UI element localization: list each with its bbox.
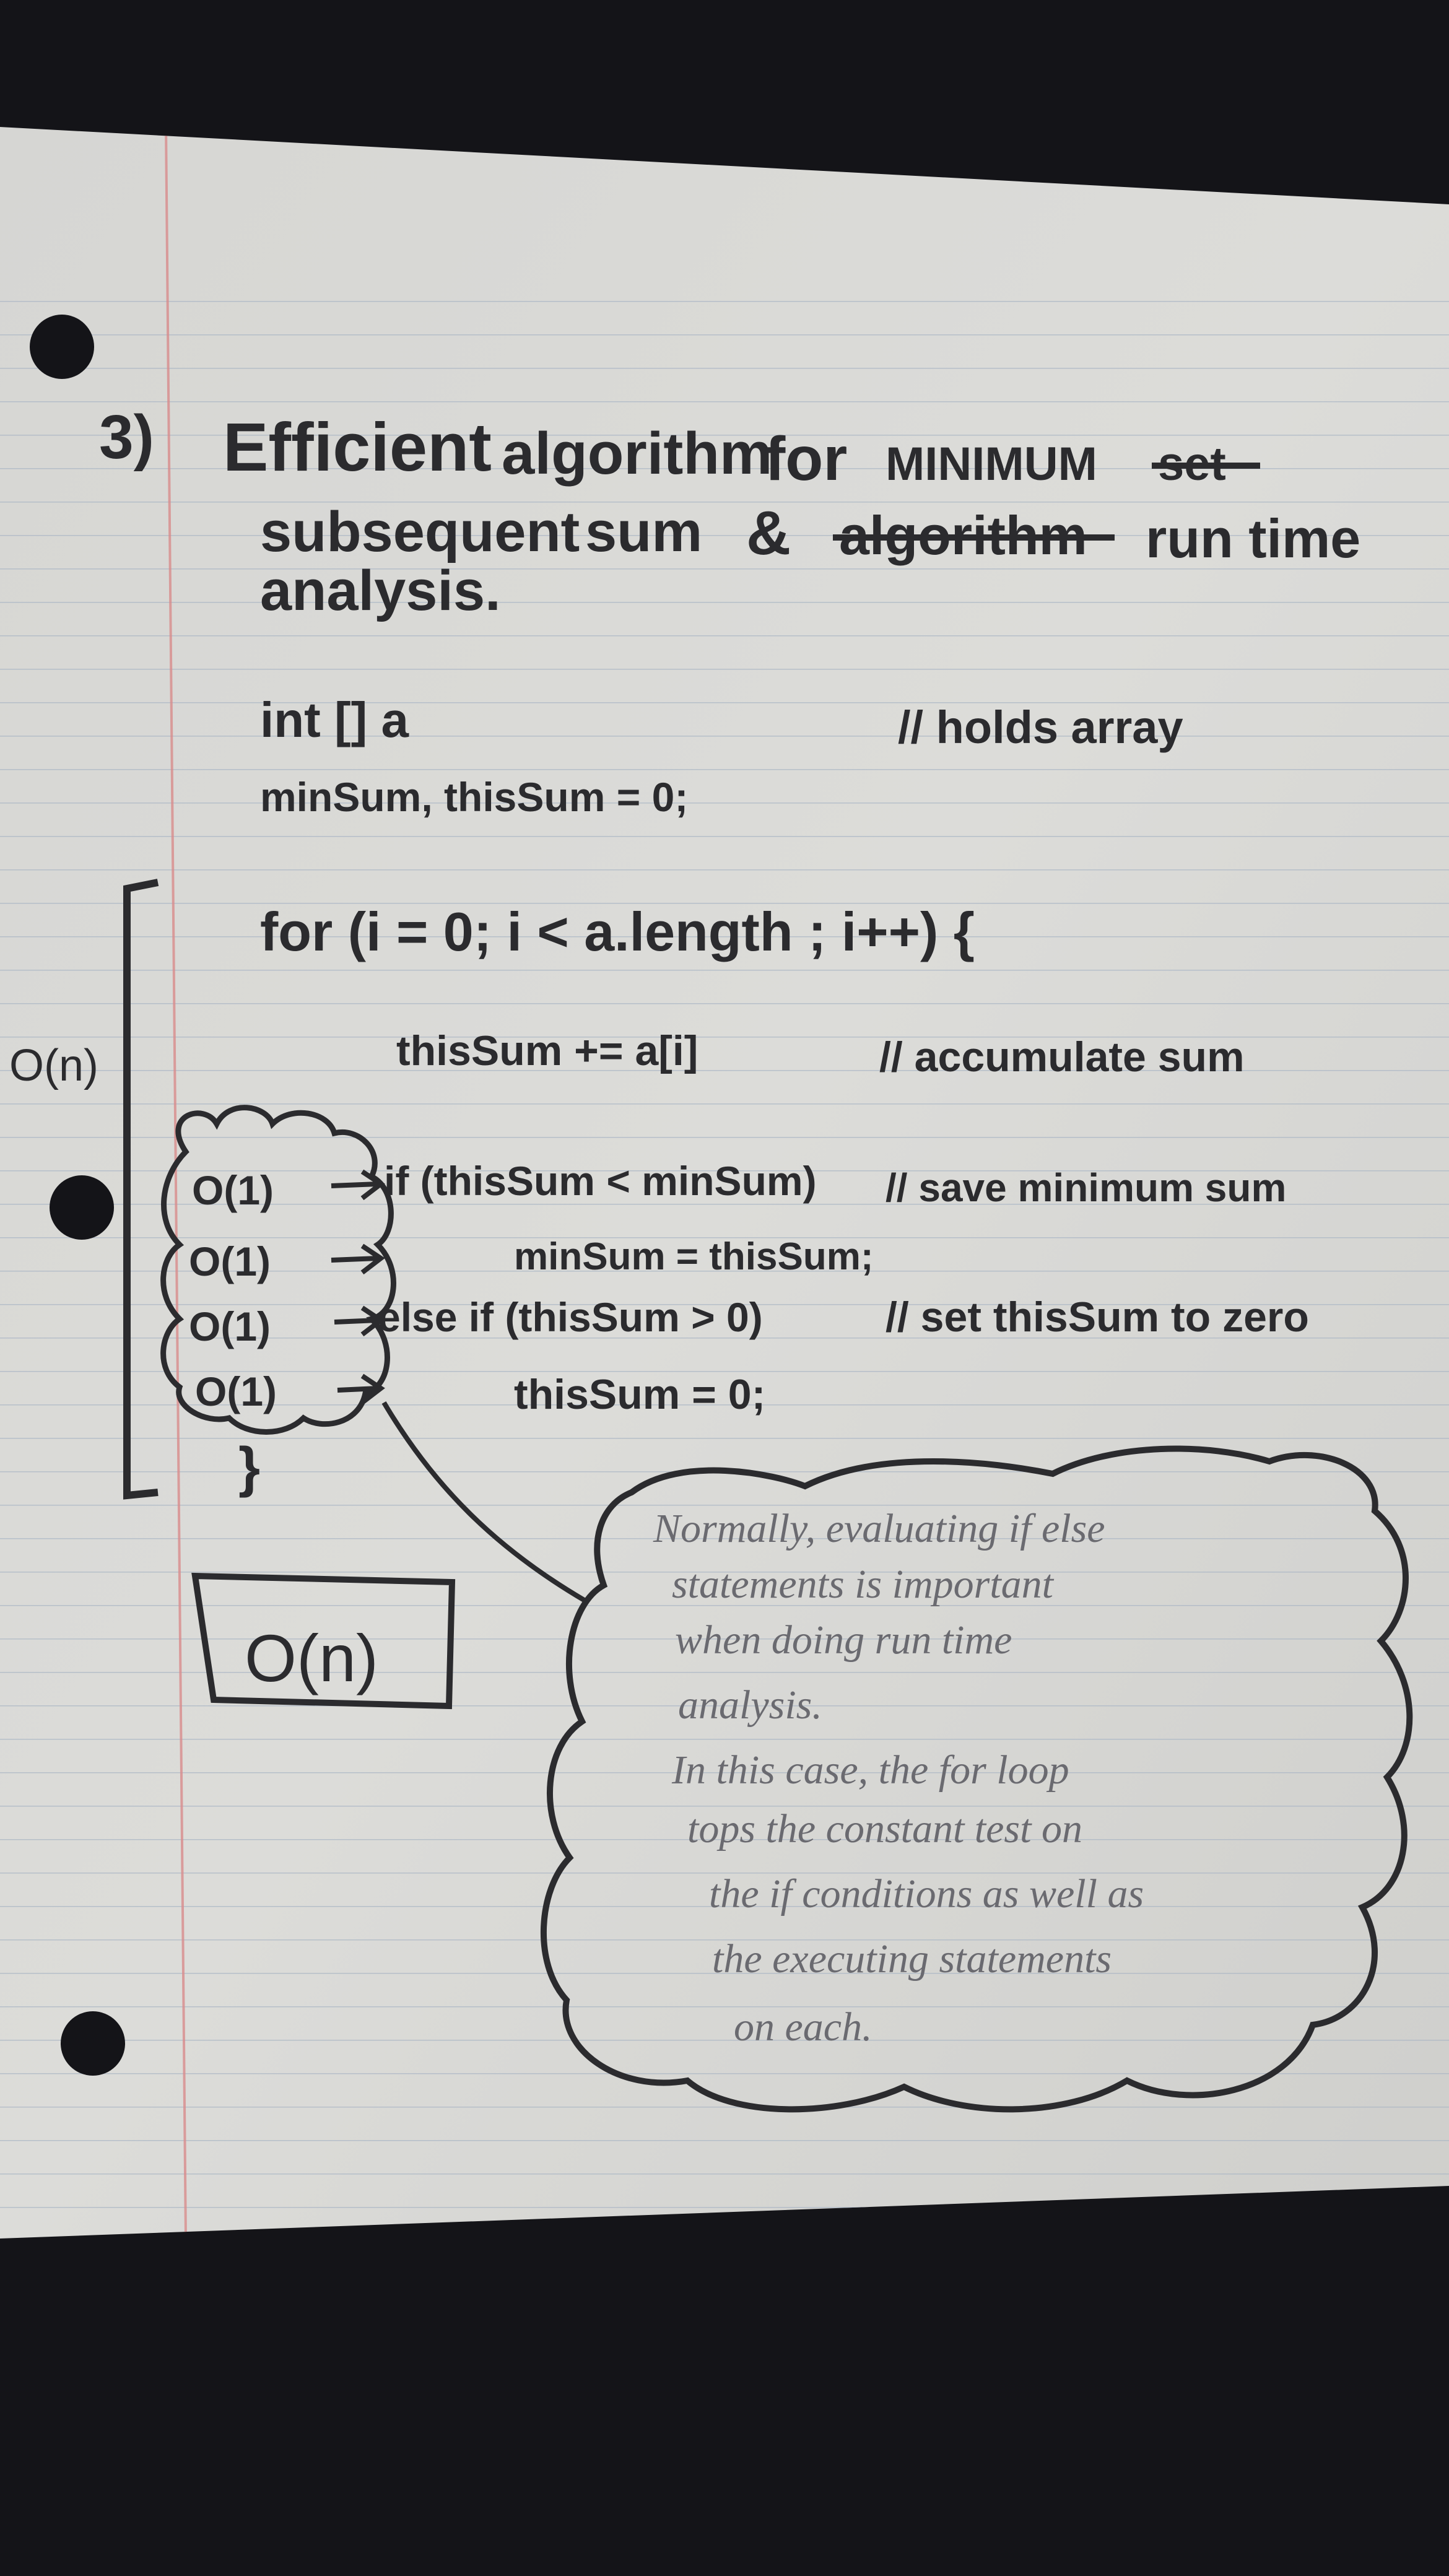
code-if-comment: // save minimum sum — [886, 1165, 1287, 1210]
code-if-line: if (thisSum < minSum) — [384, 1158, 817, 1204]
title-analysis: analysis. — [260, 559, 501, 622]
punch-hole-bottom — [61, 2011, 125, 2076]
title-crossed-word-2: algorithm — [839, 505, 1087, 566]
loop-bracket-label: O(n) — [9, 1041, 98, 1090]
title-word-for: for — [765, 424, 848, 494]
note-line-7: the if conditions as well as — [709, 1871, 1144, 1917]
note-line-5: In this case, the for loop — [672, 1747, 1069, 1793]
cost-label-3: O(1) — [189, 1303, 271, 1349]
title-word-sum: sum — [585, 500, 703, 564]
title-word-efficient: Efficient — [223, 409, 492, 485]
cost-label-1: O(1) — [192, 1167, 274, 1213]
note-line-1: Normally, evaluating if else — [653, 1506, 1105, 1551]
code-else-comment: // set thisSum to zero — [886, 1294, 1309, 1341]
punch-hole-top — [30, 315, 94, 379]
title-word-subsequent: subsequent — [260, 500, 580, 564]
code-decl-sums: minSum, thisSum = 0; — [260, 774, 689, 820]
code-decl-array-comment: // holds array — [898, 702, 1183, 753]
title-word-algorithm: algorithm — [502, 420, 773, 487]
cost-label-4: O(1) — [195, 1368, 277, 1414]
code-accumulate-comment: // accumulate sum — [879, 1033, 1245, 1081]
note-line-8: the executing statements — [712, 1936, 1112, 1982]
cost-label-2: O(1) — [189, 1238, 271, 1284]
note-line-4: analysis. — [678, 1682, 822, 1728]
code-else-line: else if (thisSum > 0) — [378, 1294, 763, 1340]
code-reset: thisSum = 0; — [514, 1371, 766, 1418]
code-for-line: for (i = 0; i < a.length ; i++) { — [260, 901, 975, 962]
title-crossed-word-1: set — [1158, 438, 1226, 490]
title-word-and: & — [746, 498, 791, 568]
note-line-3: when doing run time — [675, 1617, 1012, 1663]
code-accumulate: thisSum += a[i] — [396, 1027, 698, 1074]
note-line-2: statements is important — [672, 1562, 1054, 1607]
code-decl-array: int [] a — [260, 692, 409, 747]
note-line-6: tops the constant test on — [687, 1806, 1082, 1852]
code-assign-min: minSum = thisSum; — [514, 1235, 874, 1278]
punch-hole-middle — [50, 1175, 114, 1240]
title-word-minimum: MINIMUM — [886, 438, 1097, 490]
title-run-time: run time — [1146, 508, 1361, 569]
code-close-brace: } — [238, 1437, 261, 1499]
result-box-label: O(n) — [245, 1621, 378, 1695]
problem-number: 3) — [99, 402, 154, 472]
note-line-9: on each. — [734, 2004, 872, 2050]
